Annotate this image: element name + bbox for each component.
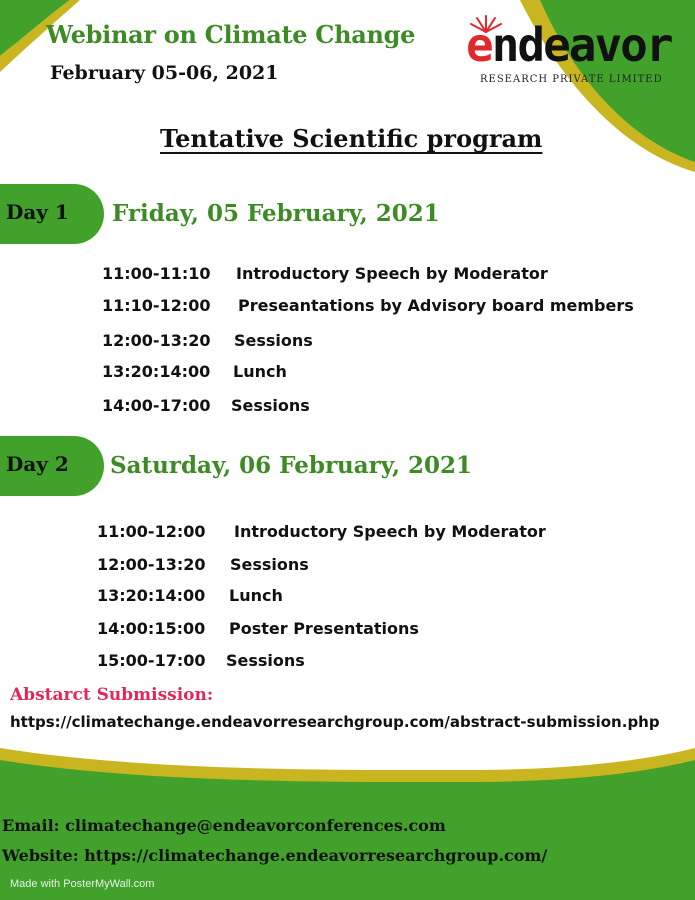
session-event: Lunch — [233, 362, 287, 381]
abstract-submission-link[interactable]: https://climatechange.endeavorresearchgroup.com/abstract-submission.php — [10, 713, 660, 731]
webinar-dates: February 05-06, 2021 — [50, 62, 279, 84]
session-event: Introductory Speech by Moderator — [236, 264, 548, 283]
day-2-heading: Saturday, 06 February, 2021 — [110, 452, 472, 479]
abstract-submission-label: Abstarct Submission: — [10, 685, 214, 705]
session-event: Introductory Speech by Moderator — [234, 522, 546, 541]
session-time: 11:10-12:00 — [102, 296, 211, 315]
webinar-title: Webinar on Climate Change — [46, 20, 416, 49]
contact-email[interactable]: Email: climatechange@endeavorconferences.com — [2, 816, 446, 835]
session-event: Sessions — [234, 331, 313, 350]
session-time: 11:00-12:00 — [97, 522, 206, 541]
session-time: 11:00-11:10 — [102, 264, 211, 283]
session-time: 12:00-13:20 — [97, 555, 206, 574]
session-time: 13:20:14:00 — [102, 362, 211, 381]
program-title: Tentative Scientific program — [160, 124, 543, 153]
session-time: 15:00-17:00 — [97, 651, 206, 670]
session-event: Lunch — [229, 586, 283, 605]
session-event: Sessions — [226, 651, 305, 670]
logo-rest: ndeavor — [491, 18, 672, 72]
session-event: Preseantations by Advisory board members — [238, 296, 634, 315]
contact-website[interactable]: Website: https://climatechange.endeavorresearchgroup.com/ — [2, 846, 548, 865]
day-1-heading: Friday, 05 February, 2021 — [112, 200, 440, 227]
session-time: 13:20:14:00 — [97, 586, 206, 605]
logo-wordmark — [466, 18, 672, 72]
day-2-label: Day 2 — [6, 452, 69, 476]
session-event: Sessions — [231, 396, 310, 415]
session-event: Poster Presentations — [229, 619, 419, 638]
endeavor-logo — [466, 12, 688, 92]
session-time: 12:00-13:20 — [102, 331, 211, 350]
day-2-tab — [0, 436, 104, 496]
logo-first-letter: e — [466, 18, 492, 72]
session-time: 14:00:15:00 — [97, 619, 206, 638]
day-1-label: Day 1 — [6, 200, 69, 224]
session-event: Sessions — [230, 555, 309, 574]
postermywall-credit: Made with PosterMyWall.com — [10, 878, 155, 890]
session-time: 14:00-17:00 — [102, 396, 211, 415]
day-1-tab — [0, 184, 104, 244]
logo-subtitle: RESEARCH PRIVATE LIMITED — [480, 74, 663, 85]
